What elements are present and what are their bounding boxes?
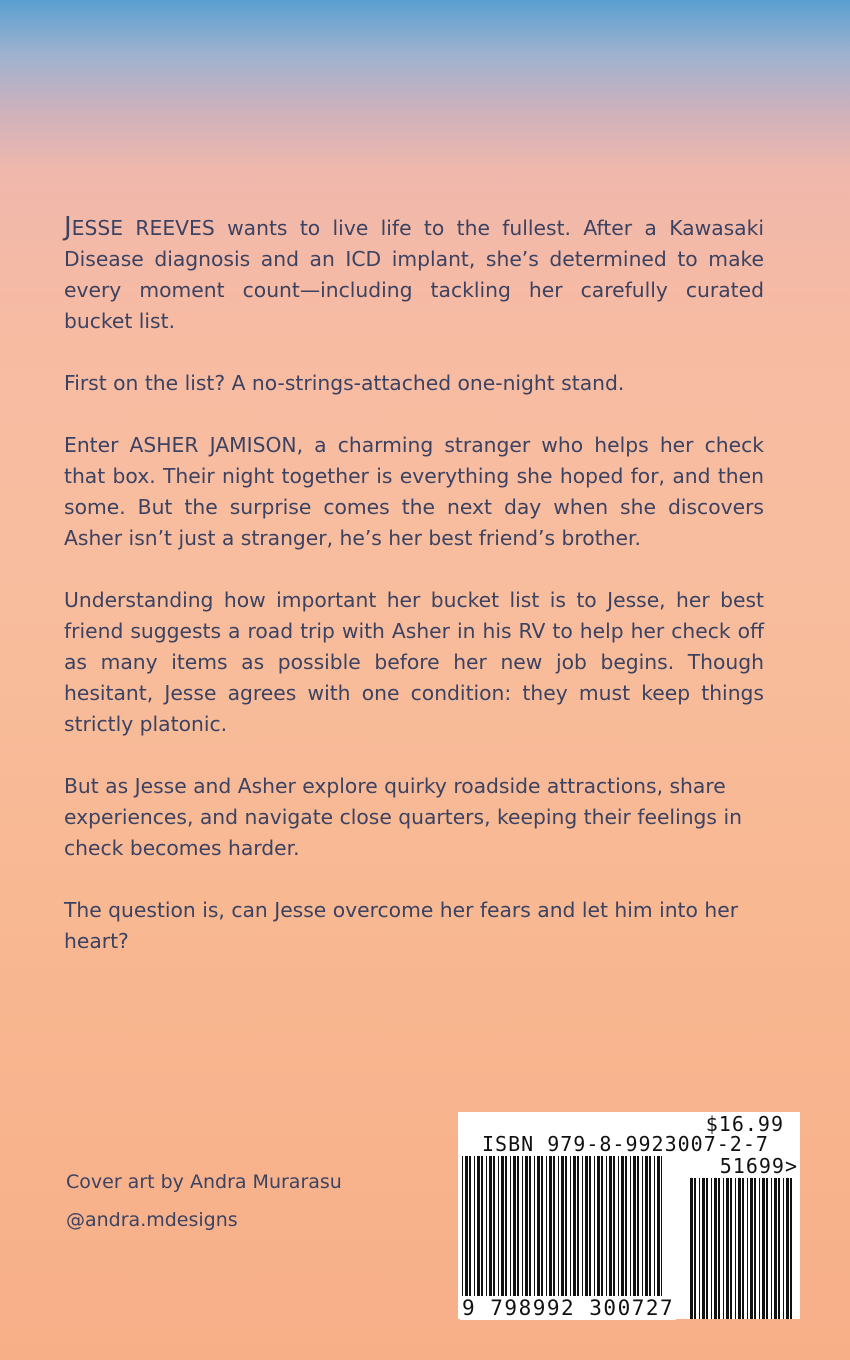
price-addon-code: 51699> bbox=[719, 1154, 798, 1178]
character-name-jesse: ESSE REEVES bbox=[71, 216, 215, 240]
blurb-paragraph-5: But as Jesse and Asher explore quirky roadside attractions, share experiences, and navigate close quarters, keeping their feelings in check becomes harder. bbox=[64, 774, 742, 860]
blurb-paragraph-2: First on the list? A no-strings-attached one-night stand. bbox=[64, 371, 625, 395]
cover-art-credit: Cover art by Andra Murarasu bbox=[66, 1171, 342, 1193]
blurb-paragraph-6: The question is, can Jesse overcome her fears and let him into her heart? bbox=[64, 898, 739, 953]
blurb-paragraph-4: Understanding how important her bucket list is to Jesse, her best friend suggests a road trip with Asher in his RV to help her check off as many items as possible before her new job begins. Though hesitant, Jesse agrees with one condition: they must keep things strictly platonic. bbox=[64, 588, 764, 736]
back-cover-blurb bbox=[64, 213, 764, 988]
designer-handle: @andra.mdesigns bbox=[66, 1209, 238, 1231]
barcode-digits: 9 798992 300727 bbox=[462, 1296, 675, 1320]
isbn-barcode-box bbox=[458, 1112, 800, 1319]
isbn-label: ISBN 979-8-9923007-2-7 bbox=[482, 1132, 769, 1156]
blurb-paragraph-1-text: wants to live life to the fullest. After a Kawasaki Disease diagnosis and an ICD implant, she’s determined to make every moment count—including tackling her carefully curated bucket list. bbox=[64, 216, 764, 333]
price-label: $16.99 bbox=[705, 1112, 784, 1136]
drop-cap: J bbox=[64, 212, 72, 242]
blurb-paragraph-3: Enter ASHER JAMISON, a charming stranger who helps her check that box. Their night together is everything she hoped for, and then some. But the surprise comes the next day when she discovers Asher isn’t just a stranger, he’s her best friend’s brother. bbox=[64, 433, 764, 550]
blurb-paragraph-1 bbox=[64, 213, 764, 337]
cover-credits bbox=[66, 1170, 342, 1246]
